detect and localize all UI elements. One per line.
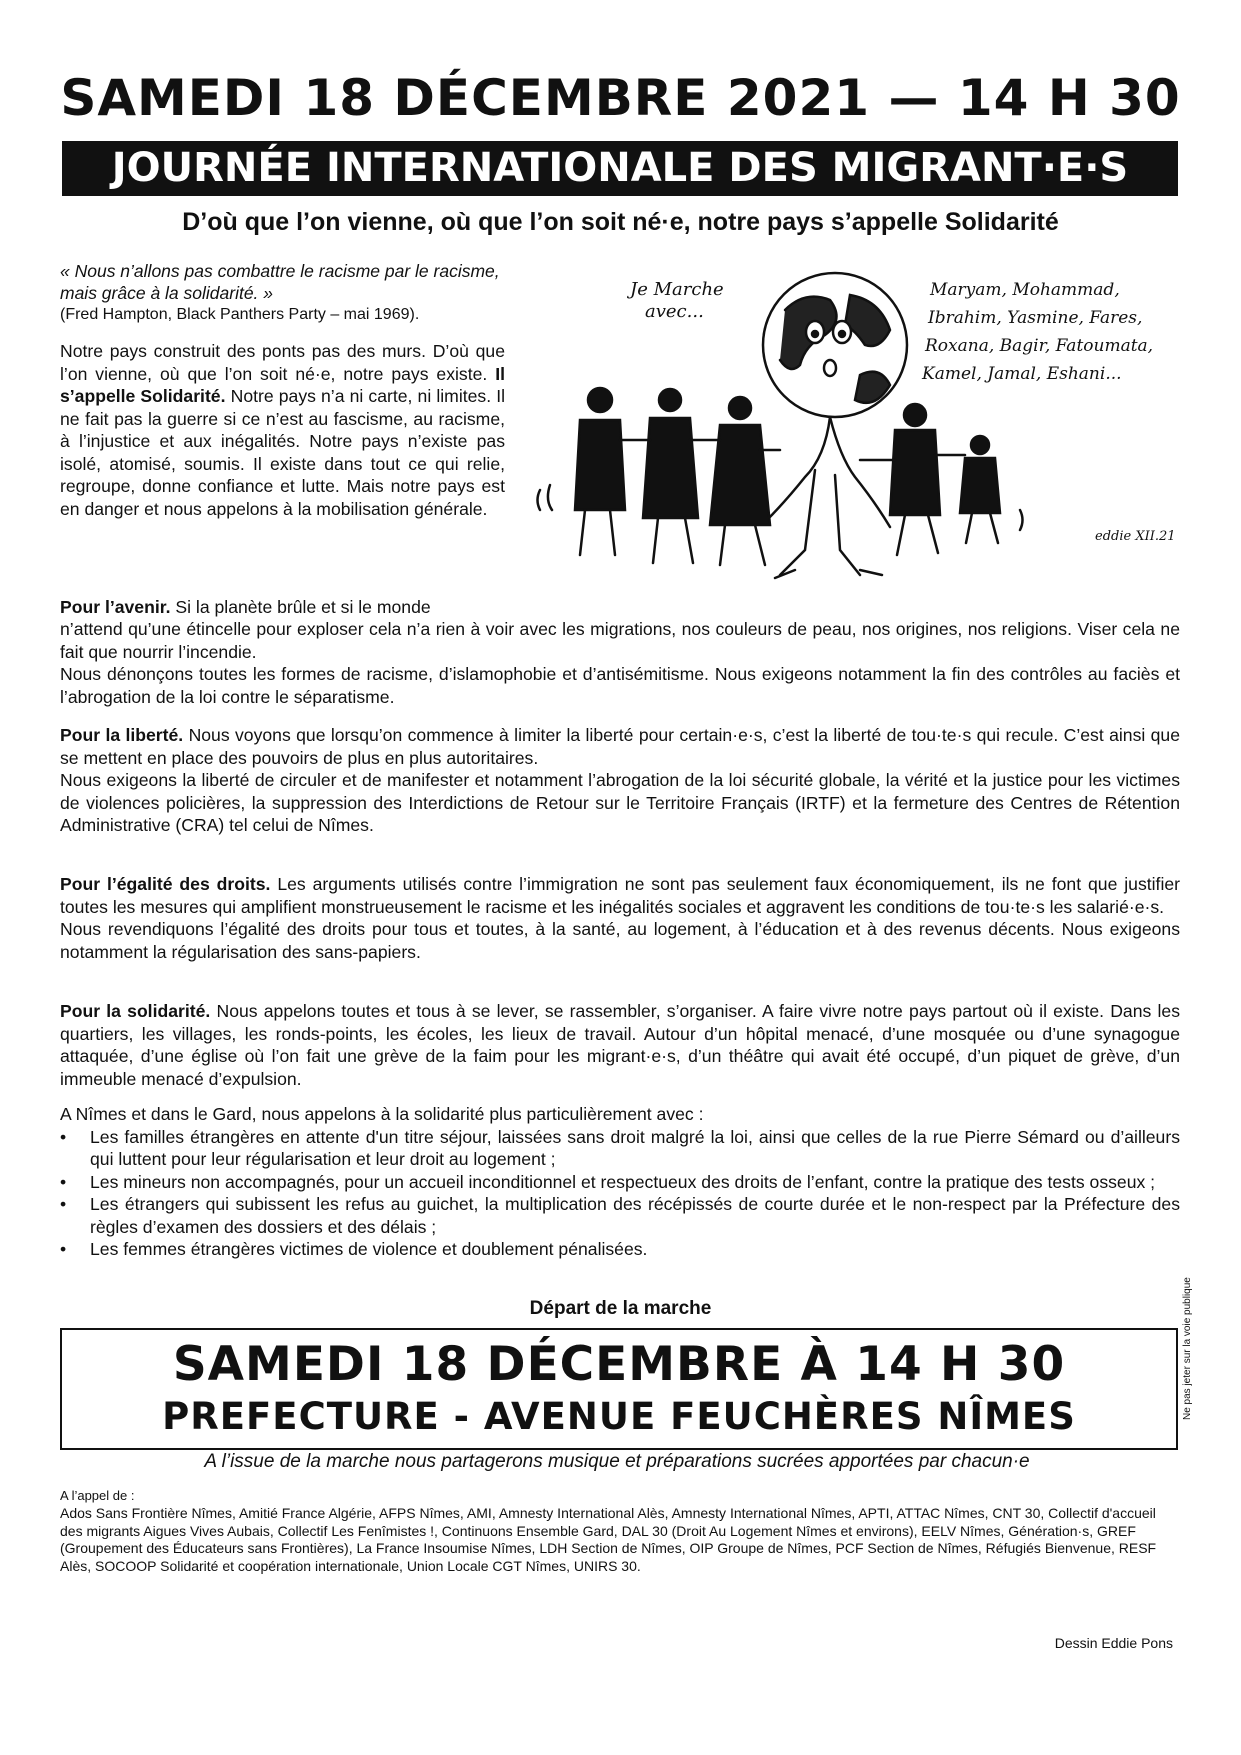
march-label: Départ de la marche — [529, 1298, 712, 1319]
quote-source: (Fred Hampton, Black Panthers Party – mai 1969). — [60, 306, 420, 323]
liberte-text: Nous voyons que lorsqu’on commence à limiter la liberté pour certain·e·s, c’est la liberté de tou·te·s qui recule. C’est ainsi que se mettent en place des pouvoirs de plus en plus autoritaires. — [60, 725, 1181, 768]
avenir-line1: Si la planète brûle et si le monde — [175, 597, 431, 617]
egalite-text2: Nous revendiquons l’égalité des droits pour tous et toutes, à la santé, au logement, à l’éducation et à des revenus décents. Nous exigeons notamment la régularisation des sans-papiers. — [60, 919, 1180, 962]
event-title: JOURNÉE INTERNATIONALE DES MIGRANT·E·S — [62, 141, 1178, 196]
illustration-svg — [530, 270, 1190, 600]
liberte-paragraph — [60, 724, 1180, 769]
avenir-text2: Nous dénonçons toutes les formes de racisme, d’islamophobie et d’antisémitisme. Nous exigeons notamment la fin des contrôles au faciès et l’abrogation de la loi contre le séparatisme. — [60, 664, 1180, 707]
march-place: PREFECTURE - AVENUE FEUCHÈRES NÎMES — [162, 1395, 1076, 1438]
march-box — [60, 1328, 1178, 1450]
solidarite-paragraph — [60, 1000, 1180, 1090]
section-egalite — [60, 873, 1180, 963]
intro-bold: Il s’appelle Solidarité. — [60, 363, 505, 406]
avenir-title: Pour l’avenir. — [60, 597, 171, 617]
egalite-text: Les arguments utilisés contre l’immigration ne sont pas seulement faux économiquement, ils ne font que justifier toutes les mesures qui amplifient monstrueusement le racisme et les inégalités sociales et aggravent les conditions de tou·te·s les salarié·e·s. — [60, 874, 1180, 917]
subtitle: D’où que l’on vienne, où que l’on soit né·e, notre pays s’appelle Solidarité — [182, 208, 1059, 236]
list-item: • Les femmes étrangères victimes de violence et doublement pénalisées. — [90, 1238, 1180, 1261]
solidarite-text: Nous appelons toutes et tous à se lever, se rassembler, s’organiser. A faire vivre notre pays partout où il existe. Dans les quartiers, les villages, les ronds-points, les écoles, les lieux de travail. Autour d’un hôpital menacé, d’une mosquée ou d’une synagogue attaquée, d’une église où l’on fait une grève de la faim pour les migrant·e·s, d’un théâtre qui avait été occupé, d’un piquet de grève, d’un immeuble menacé d’expulsion. — [60, 1001, 1180, 1089]
date-title: SAMEDI 18 DÉCEMBRE 2021 — 14 H 30 — [60, 69, 1181, 127]
solidarite-title: Pour la solidarité. — [60, 1001, 211, 1021]
illustration — [530, 270, 1190, 600]
nimes-list — [60, 1126, 1180, 1261]
march-note: A l’issue de la marche nous partagerons musique et préparations sucrées apportées par chacun·e — [204, 1451, 1030, 1472]
intro-text-2: Notre pays n’a ni carte, ni limites. Il ne fait pas la guerre si ce n’est au fascisme, au racisme, à l’injustice et aux inégalités. Notre pays n’existe pas isolé, atomisé, soumis. Il existe dans tout ce qui relie, regroupe, donne confiance et lutte. Mais notre pays est en danger et nous appelons à la mobilisation générale. — [60, 386, 506, 519]
nimes-intro: A Nîmes et dans le Gard, nous appelons à la solidarité plus particulièrement avec : — [60, 1104, 704, 1124]
section-solidarite — [60, 1000, 1180, 1090]
section-nimes — [60, 1103, 1180, 1261]
list-item: • Les étrangers qui subissent les refus au guichet, la multiplication des récépissés de courte durée et le non-respect par la Préfecture des règles d’examen des dossiers et des délais ; — [90, 1193, 1180, 1238]
signature: eddie XII.21 — [1095, 529, 1176, 544]
quote-text: « Nous n’allons pas combattre le racisme par le racisme, mais grâce à la solidarité. » — [60, 261, 500, 303]
intro-paragraph — [60, 340, 505, 520]
list-item: • Les familles étrangères en attente d'un titre séjour, laissées sans droit malgré la loi, ainsi que celles de la rue Pierre Sémard ou d’ailleurs qui luttent pour leur régularisation et leur droit au logement ; — [90, 1126, 1180, 1171]
liberte-text2: Nous exigeons la liberté de circuler et de manifester et notamment l’abrogation de la loi sécurité globale, la vérité et la justice pour les victimes de violences policières, la suppression des Interdictions de Retour sur le Territoire Français (IRTF) et la fermeture des Centres de Rétention Administrative (CRA) tel celui de Nîmes. — [60, 770, 1180, 835]
avenir-first-line — [60, 596, 505, 619]
march-date: SAMEDI 18 DÉCEMBRE À 14 H 30 — [172, 1337, 1066, 1392]
egalite-title: Pour l’égalité des droits. — [60, 874, 271, 894]
list-item: • Les mineurs non accompagnés, pour un accueil inconditionnel et respectueux des droits de l’enfant, contre la pratique des tests osseux ; — [90, 1171, 1180, 1194]
signatories: Ados Sans Frontière Nîmes, Amitié France Algérie, AFPS Nîmes, AMI, Amnesty International Alès, Amnesty International Nîmes, APTI, ATTAC Nîmes, CNT 30, Collectif d'accueil des migrants Aigues Vives Aubais, Collectif Les Fenîmistes !, Continuons Ensemble Gard, DAL 30 (Droit Au Logement Nîmes et environs), EELV Nîmes, Génération·s, GREF (Groupement des Éducateurs sans Frontières), La France Insoumise Nîmes, LDH Section de Nîmes, OIP Groupe de Nîmes, PCF Section de Nîmes, Réfugiés Bienvenue, RESF Alès, SOCOOP Solidarité et coopération internationale, Union Locale CGT Nîmes, UNIRS 30. — [60, 1505, 1157, 1574]
speech-right: Maryam, Mohammad, Ibrahim, Yasmine, Fares, Roxana, Bagir, Fatoumata, Kamel, Jamal, Eshani... — [922, 280, 1154, 384]
egalite-paragraph — [60, 873, 1180, 918]
section-liberte — [60, 724, 1180, 837]
vertical-note: Ne pas jeter sur la voie publique — [1182, 1277, 1193, 1420]
intro-text-1: Notre pays construit des ponts pas des murs. D’où que l’on vienne, où que l’on soit né·e, notre pays existe. — [60, 341, 505, 384]
liberte-title: Pour la liberté. — [60, 725, 184, 745]
section-avenir — [60, 618, 1180, 708]
avenir-text: n’attend qu’une étincelle pour exploser cela n’a rien à voir avec les migrations, nos couleurs de peau, nos origines, nos religions. Viser cela ne fait que nourrir l’incendie. — [60, 619, 1180, 662]
appel-label: A l’appel de : — [60, 1488, 135, 1503]
drawing-credit: Dessin Eddie Pons — [1054, 1635, 1173, 1651]
speech-left: Je Marche avec... — [630, 279, 724, 322]
